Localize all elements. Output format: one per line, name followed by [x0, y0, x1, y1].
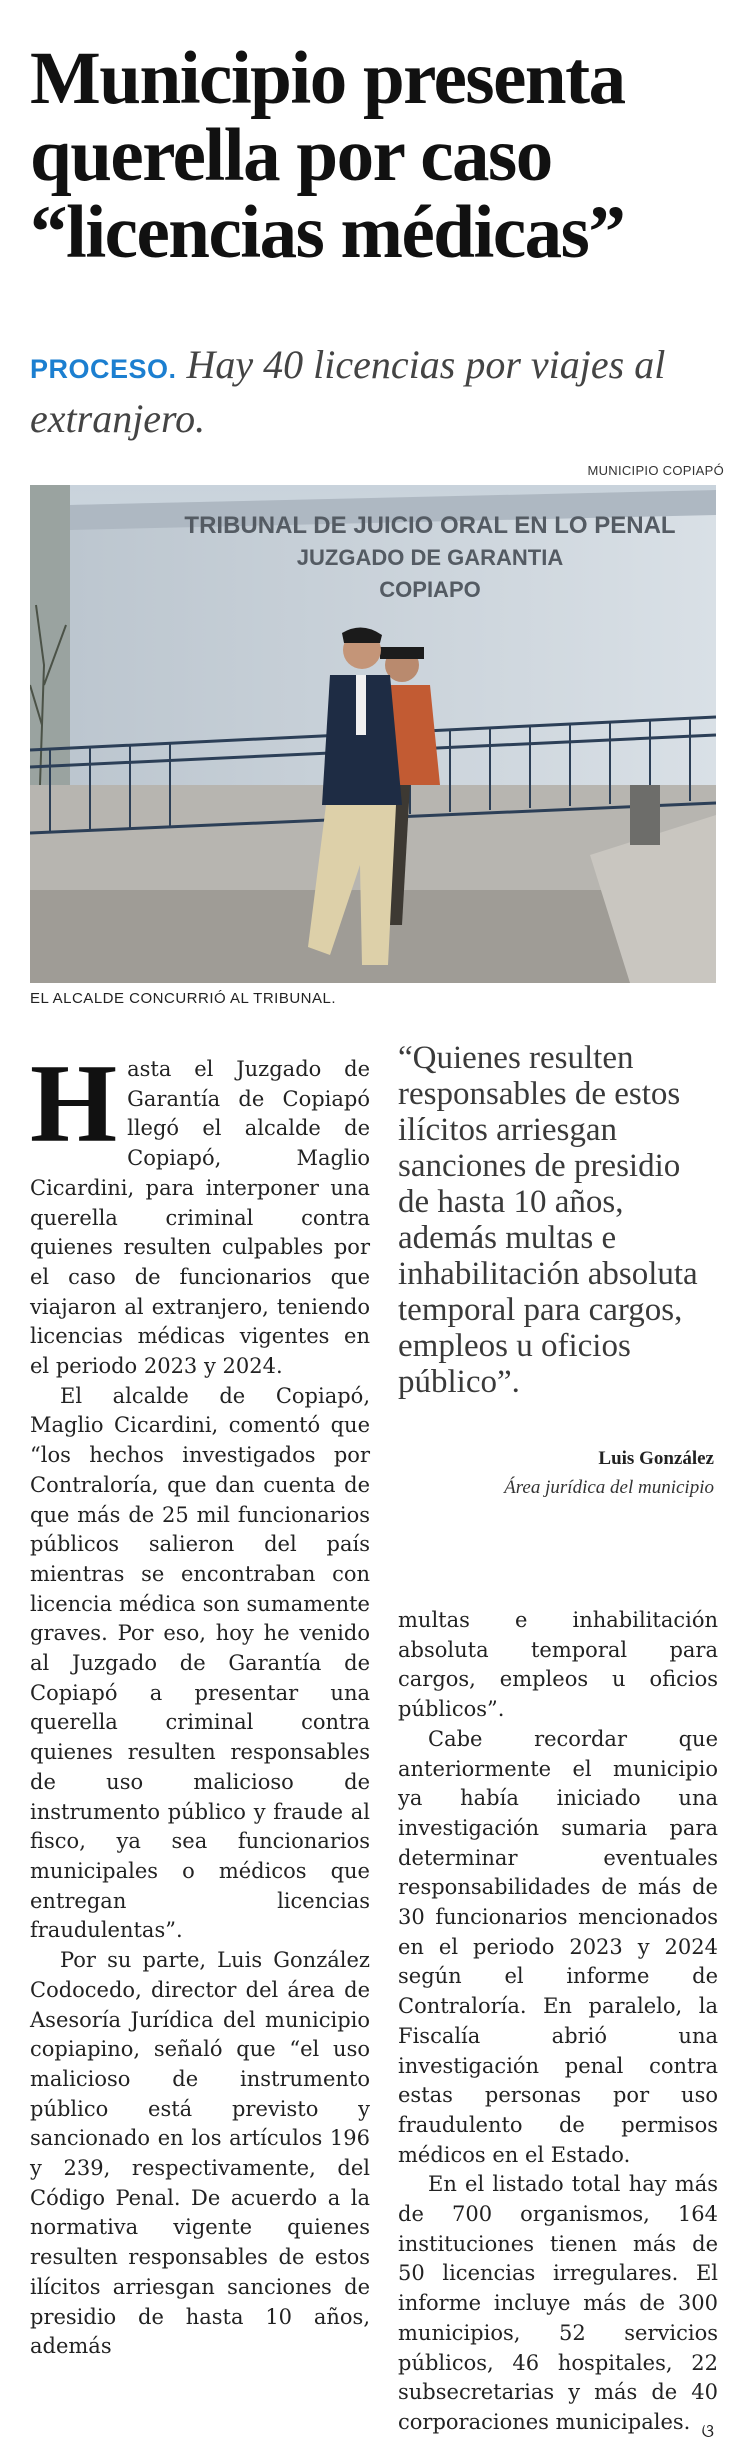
- photo-credit: MUNICIPIO COPIAPÓ: [587, 463, 724, 478]
- sign-line-3: COPIAPO: [379, 577, 481, 602]
- courthouse-photo: [30, 485, 716, 983]
- end-mark-icon: ଓ: [701, 2421, 714, 2442]
- pull-quote-author: Luis González: [598, 1448, 714, 1469]
- kicker: PROCESO.: [30, 354, 177, 384]
- body-paragraph-3: Por su parte, Luis González Codocedo, director del área de Asesoría Jurídica del municipio copiapino, señaló que “el uso malicioso de instrumento público está previsto y sancionado en los artículos 196 y 239, respectivamente, del Código Penal. De acuerdo a la normativa vigente quienes resulten responsables de estos ilícitos arriesgan sanciones de presidio de hasta 10 años, además: [30, 1948, 370, 2359]
- pull-quote: “Quienes resulten responsables de estos ilícitos arriesgan sanciones de presidio de hasta 10 años, además multas e inhabilitación absoluta temporal para cargos, empleos u oficios público”.: [398, 1040, 698, 1400]
- body-paragraph-3-continued: multas e inhabilitación absoluta temporal para cargos, empleos u oficios públicos”.: [398, 1608, 718, 1722]
- deck: Hay 40 licencias por viajes al extranjero.: [30, 342, 666, 441]
- left-column: [30, 1042, 370, 2362]
- body-paragraph-1: Hasta el Juzgado de Garantía de Copiapó llegó el alcalde de Copiapó, Maglio Cicardini, para interponer una querella criminal contra quienes resulten culpables por el caso de funcionarios que viajaron al extranjero, teniendo licencias médicas vigentes en el periodo 2023 y 2024.: [30, 1042, 370, 1379]
- right-column: [398, 1606, 718, 2438]
- sign-line-1: TRIBUNAL DE JUICIO ORAL EN LO PENAL: [184, 512, 676, 539]
- sign-line-2: JUZGADO DE GARANTIA: [296, 545, 564, 570]
- news-photo: [30, 485, 716, 983]
- body-paragraph-4: Cabe recordar que anteriormente el municipio ya había iniciado una investigación sumaria para determinar eventuales responsabilidades de más de 30 funcionarios mencionados en el periodo 2023 y 2024 según el informe de Contraloría. En paralelo, la Fiscalía abrió una investigación penal contra estas personas por uso fraudulento de permisos médicos en el Estado.: [398, 1726, 718, 2167]
- photo-caption: EL ALCALDE CONCURRIÓ AL TRIBUNAL.: [30, 990, 337, 1007]
- headline: Municipio presenta querella por caso “licencias médicas”: [30, 37, 625, 274]
- drop-cap: H: [30, 1042, 118, 1166]
- body-paragraph-2: El alcalde de Copiapó, Maglio Cicardini, comentó que “los hechos investigados por Contraloría, que dan cuenta de que más de 25 mil funcionarios públicos salieron del país mientras se encontraban con licencia médica son sumamente graves. Por eso, hoy he venido al Juzgado de Garantía de Copiapó a presentar una querella criminal contra quienes resulten responsables de uso malicioso de instrumento público y fraude al fisco, ya sea funcionarios municipales o médicos que entregan licencias fraudulentas”.: [30, 1383, 370, 1943]
- body-paragraph-5: En el listado total hay más de 700 organismos, 164 instituciones tienen más de 50 licencias irregulares. El informe incluye más de 300 municipios, 52 servicios públicos, 46 hospitales, 22 subsecretarias y más de 40 corporaciones municipales.: [398, 2172, 718, 2434]
- pull-quote-role: Área jurídica del municipio: [504, 1477, 714, 1498]
- subheadline: [30, 340, 720, 444]
